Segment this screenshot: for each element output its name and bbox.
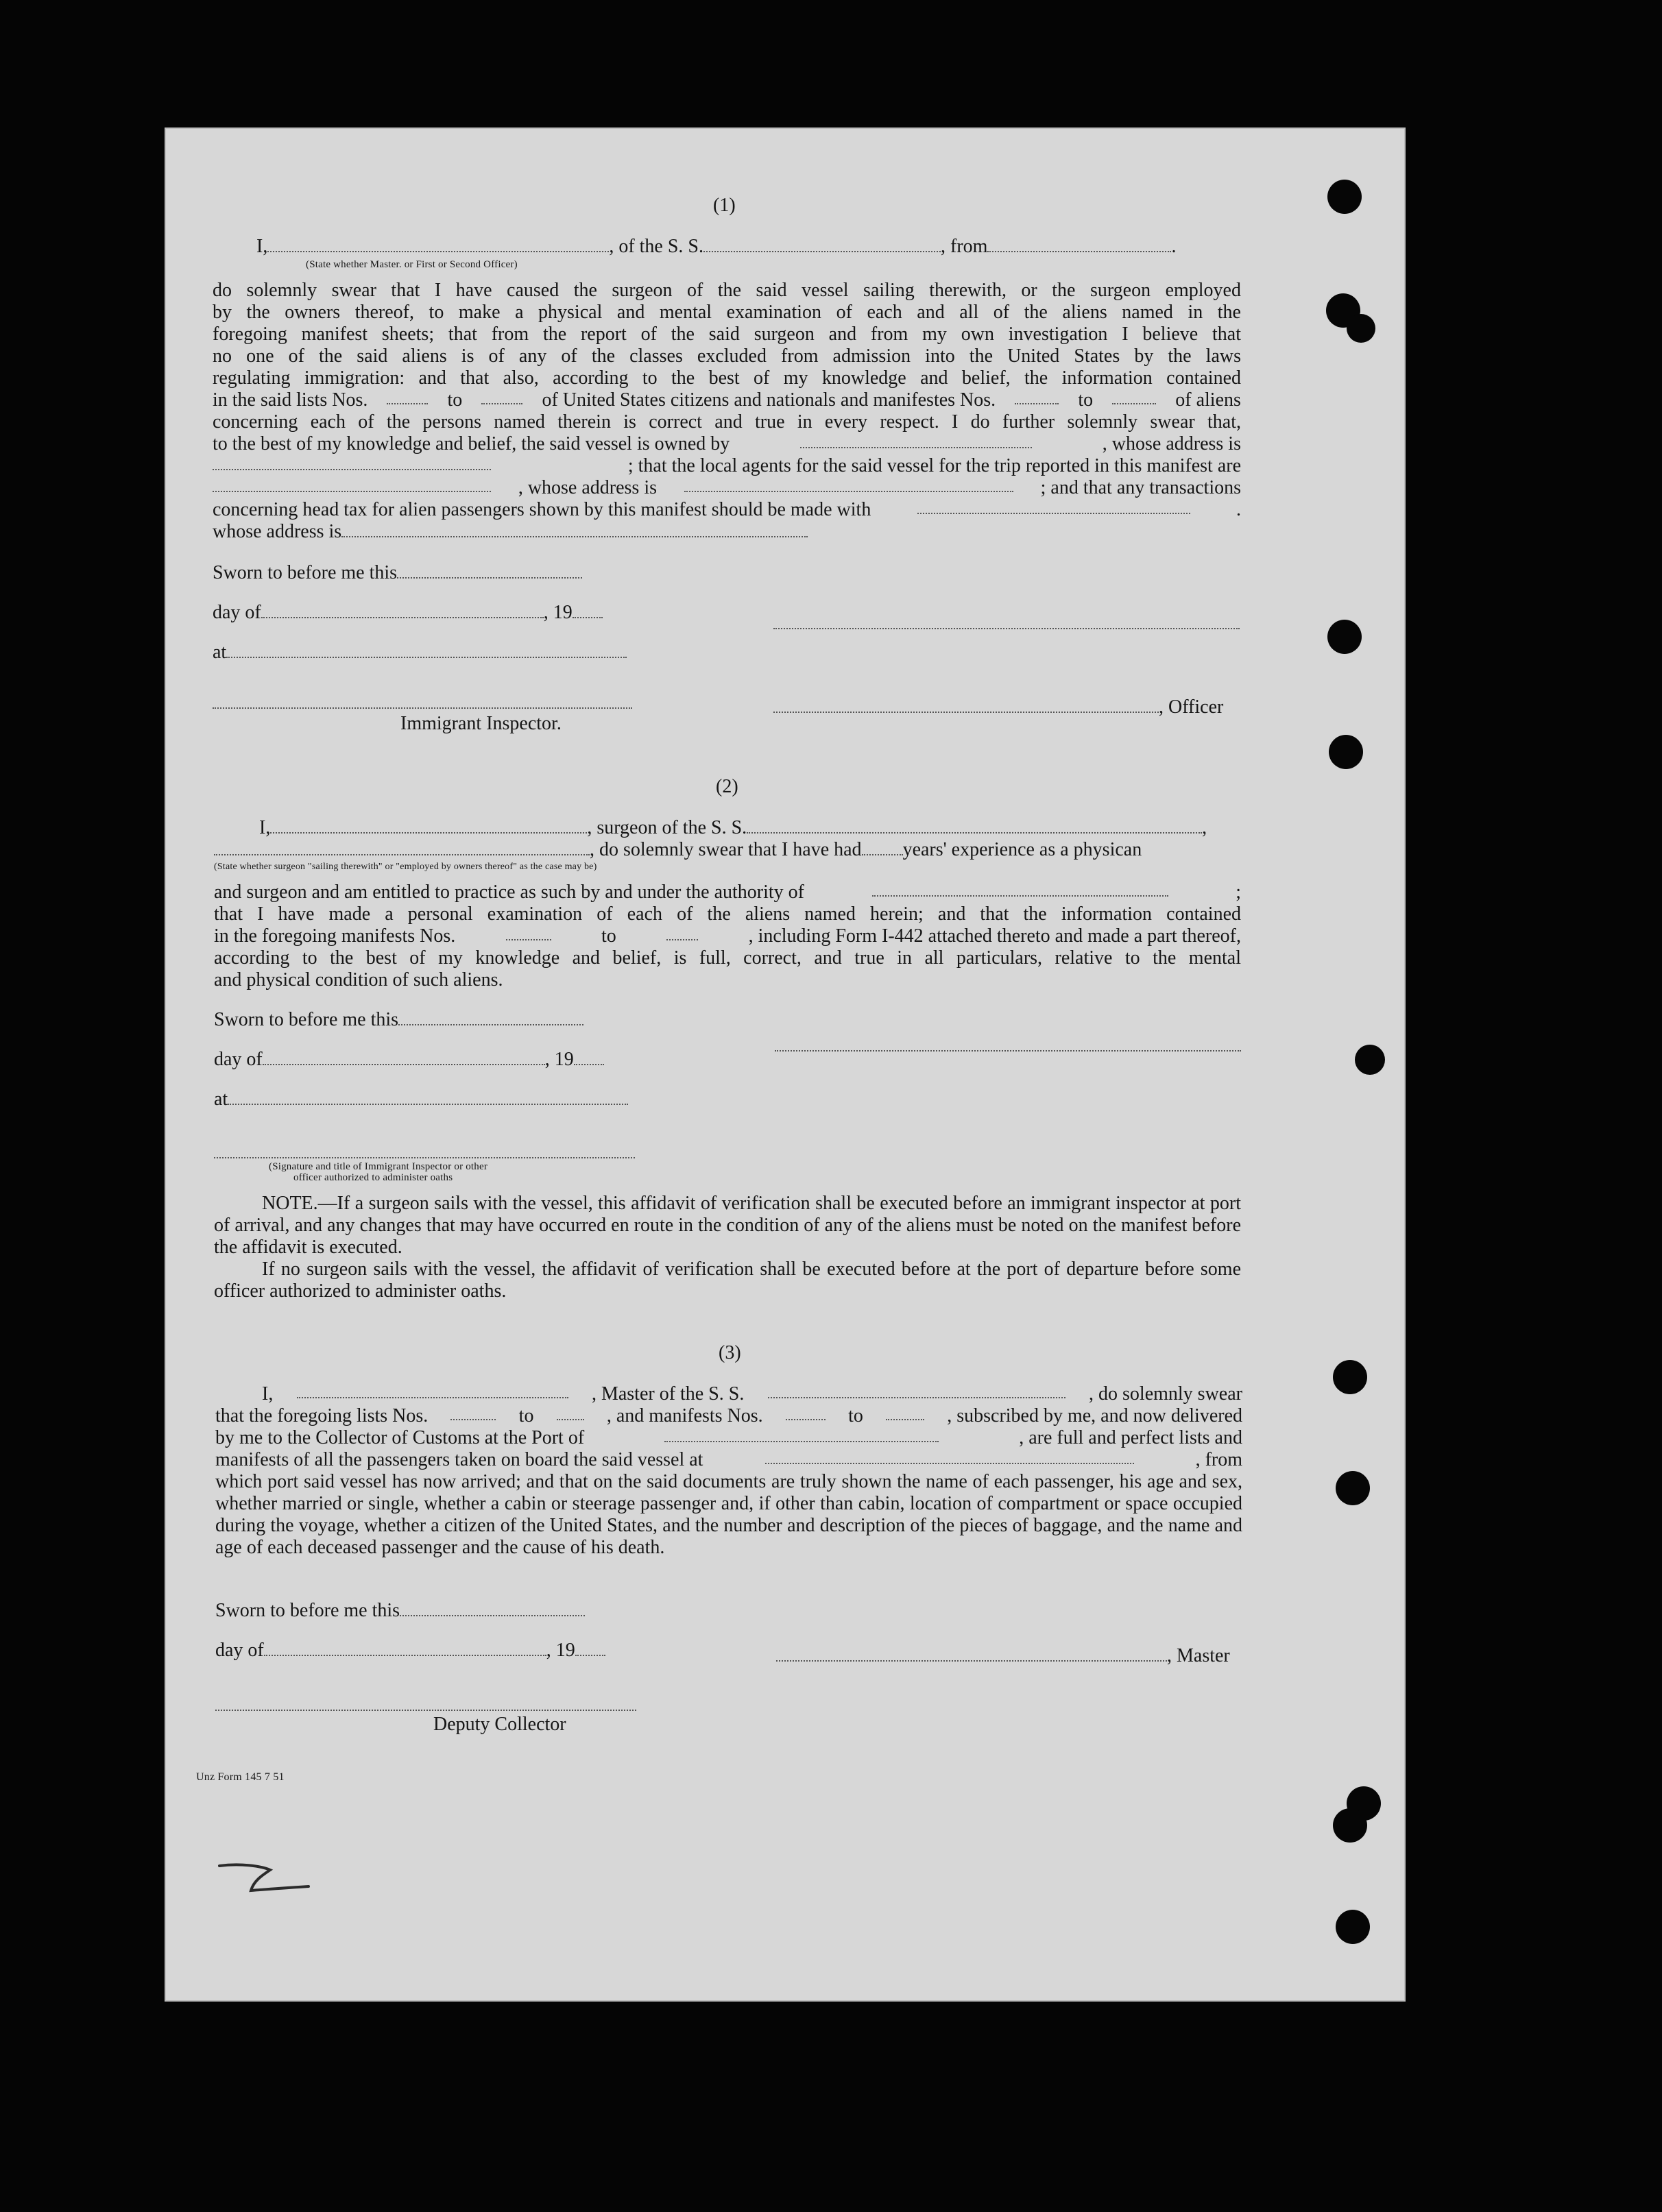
section-3-paragraph: which port said vessel has now arrived; and that on the said documents are truly shown the name of each passenger, his age and sex, whether married or single, whether a cabin or steerage passenger and, if other than cabin, location of compartment or space occupied during the voyage, whether a citizen of the United States, and the number and description of the pieces of baggage, and the name and age of each deceased passenger and the cause of his death. [215,1471,1242,1558]
list-from-blank [387,389,428,404]
text: , do solemnly swear [1089,1383,1242,1405]
authority-blank [872,882,1168,897]
manifest-from-blank [506,925,551,940]
at-line-1 [213,642,627,664]
board-line [215,1449,1242,1471]
text: Sworn to before me this [214,1009,399,1030]
surgeon-type-blank [214,840,590,855]
section-2-opening-line [259,817,1207,839]
owner-address-blank [213,455,491,470]
form-number: Unz Form 145 7 51 [196,1771,285,1783]
text: , whose address is [518,477,658,498]
year-blank [573,603,603,618]
text-line: do solemnly swear that I have caused the surgeon of the said vessel sailing therewith, or the surgeon employed [213,280,1241,301]
inspector-signature-line-2 [214,1157,635,1158]
text: Sworn to before me this [215,1600,400,1621]
month-blank [261,603,544,618]
month-blank [264,1641,546,1656]
year-blank [574,1050,604,1065]
ship-name-blank [768,1383,1065,1398]
text: , Officer [1159,696,1224,718]
text-line: no one of the said aliens is of any of the classes excluded from admission into the United States by the laws [213,345,1241,367]
text: of aliens [1175,389,1241,411]
manifest-from-blank [786,1405,826,1420]
surgeon-name-blank [270,818,587,834]
surgeon-note [214,1193,1241,1302]
punch-hole [1336,1471,1370,1505]
month-blank [263,1050,545,1065]
punch-hole [1333,1808,1367,1843]
inspector-label: Immigrant Inspector. [400,713,562,734]
from-port-blank [987,237,1171,252]
text: years' experience as a physican [902,839,1142,860]
lists-line-3 [215,1405,1242,1427]
officer-instruction-note: (State whether Master. or First or Second Officer) [306,259,518,270]
text: , from [1195,1449,1242,1470]
text: , of the S. S. [609,236,704,257]
officer-signature [773,696,1223,718]
punch-hole [1327,180,1362,214]
text: , surgeon of the S. S. [587,817,747,838]
text: manifests of all the passengers taken on board the said vessel at [215,1449,703,1470]
text-line: by the owners thereof, to make a physical and mental examination of each and all of the aliens named in the [213,302,1241,323]
text: I, [256,236,268,257]
text: at [213,642,227,663]
text: , 19 [544,1049,574,1070]
text: to [848,1405,863,1426]
manifest-to-blank [886,1405,924,1420]
master-name-blank [297,1383,568,1398]
agents-address-blank [684,477,1013,492]
text: by me to the Collector of Customs at the Port of [215,1427,585,1448]
section-3-body [215,1383,1242,1559]
text-line: concerning each of the persons named therein is correct and true in every respect. I do further solemnly swear that, [213,411,1241,433]
handwritten-mark [213,1852,322,1907]
text: at [214,1089,228,1110]
sworn-line-1 [213,562,582,584]
agents-line [213,455,1241,477]
text: to [447,389,463,411]
text: , Master [1167,1645,1230,1666]
text: I, [262,1383,274,1405]
manifest-to-blank [666,925,698,940]
text: to the best of my knowledge and belief, the said vessel is owned by [213,433,730,454]
text: , whose address is [1102,433,1241,454]
text: to [518,1405,534,1426]
sworn-date-blank [397,563,582,579]
text: day of [213,602,261,623]
sworn-date-blank [398,1010,583,1025]
day-of-line-3 [215,1640,605,1662]
text: in the said lists Nos. [213,389,368,411]
manifest-nos-line [214,925,1241,947]
section-1-number: (1) [713,195,736,216]
text: day of [214,1049,263,1070]
owned-line [213,433,1241,455]
punch-hole [1336,1910,1370,1944]
headtax-blank [917,499,1190,514]
text: , from [941,236,988,257]
collector-label: Deputy Collector [433,1714,566,1735]
master-line [215,1383,1242,1405]
punch-hole [1347,314,1375,343]
manifest-from-blank [1015,389,1059,404]
text: . [1171,236,1177,257]
inspector-signature-line [213,707,632,709]
text: and surgeon and am entitled to practice as such by and under the authority of [214,882,804,903]
agents-address-line [213,477,1241,499]
officer-signature-blank [773,698,1159,713]
year-blank [575,1641,605,1656]
port-blank [664,1427,939,1442]
text-line: that I have made a personal examination of each of the aliens named herein; and that the information contained [214,903,1241,925]
sworn-line-2 [214,1009,583,1031]
years-blank [862,840,903,855]
punch-hole [1329,735,1363,769]
punch-hole [1333,1360,1367,1394]
text: ; and that any transactions [1040,477,1241,498]
headtax-address-blank [341,522,808,537]
agents-blank [213,477,491,492]
signature-note-2: officer authorized to administer oaths [293,1172,453,1183]
place-blank [228,1090,628,1105]
text-line: according to the best of my knowledge and belief, is full, correct, and true in all particulars, relative to the mental [214,947,1241,969]
text: , [1202,817,1207,838]
collector-signature-line [215,1710,636,1711]
text: , are full and perfect lists and [1019,1427,1242,1448]
day-of-line-2 [214,1049,604,1071]
master-signature-blank [776,1646,1167,1662]
signature-note-1: (Signature and title of Immigrant Inspector or other [269,1161,488,1172]
text-line: and physical condition of such aliens. [214,969,503,990]
text: day of [215,1640,264,1661]
surgeon-instruction-note: (State whether surgeon "sailing therewith" or "employed by owners thereof" as the case may be) [214,862,597,872]
day-of-line-1 [213,602,603,624]
text: of United States citizens and nationals and manifestes Nos. [542,389,996,411]
section-2-number: (2) [716,776,738,797]
owner-blank [800,433,1032,448]
text: , 19 [546,1640,575,1661]
note-paragraph-2: If no surgeon sails with the vessel, the affidavit of verification shall be executed before at the port of departure before some officer authorized to administer oaths. [214,1259,1241,1302]
text: ; that the local agents for the said vessel for the trip reported in this manifest are [627,455,1241,476]
sworn-line-3 [215,1600,585,1622]
at-line-2 [214,1089,628,1110]
note-paragraph-1: NOTE.—If a surgeon sails with the vessel, this affidavit of verification shall be executed before an immigrant inspector at port of arrival, and any changes that may have occurred en route in the condition of any of the aliens must be noted on the manifest before the affidavit is executed. [214,1193,1241,1258]
text: ; [1236,882,1241,903]
text: , and manifests Nos. [606,1405,763,1426]
section-1-opening-line [256,236,1176,258]
text: to [1078,389,1094,411]
officer-signature-line-top [773,628,1240,629]
text-line: foregoing manifest sheets; that from the report of the said surgeon and from my own investigation I believe that [213,324,1241,345]
ship-name-blank [703,237,941,252]
text: to [601,925,616,947]
text: . [1236,499,1241,520]
text: concerning head tax for alien passengers shown by this manifest should be made with [213,499,871,520]
place-blank [226,643,627,658]
text: , 19 [543,602,573,623]
text: Sworn to before me this [213,562,398,583]
text: , Master of the S. S. [591,1383,745,1405]
text: , do solemnly swear that I have had [590,839,862,860]
text: , including Form I-442 attached thereto and made a part thereof, [748,925,1241,947]
master-signature [776,1645,1230,1667]
port-line [215,1427,1242,1449]
address-line [213,521,1241,543]
text: I, [259,817,271,838]
list-to-blank [481,389,522,404]
text: in the foregoing manifests Nos. [214,925,456,947]
list-from-blank [450,1405,496,1420]
text-line: regulating immigration: and that also, according to the best of my knowledge and belief, the information contained [213,367,1241,389]
manifest-to-blank [1112,389,1156,404]
departure-port-blank [765,1449,1134,1464]
punch-hole [1355,1045,1385,1075]
sworn-date-blank [400,1601,585,1616]
punch-hole [1327,620,1362,654]
list-to-blank [557,1405,584,1420]
officer-title-blank [267,237,609,252]
headtax-line [213,499,1241,521]
text: whose address is [213,521,342,542]
section-1-body [213,280,1241,543]
authority-line [214,882,1241,903]
ship-name-blank [747,818,1202,834]
text: that the foregoing lists Nos. [215,1405,429,1426]
section-2-second-line [214,839,1142,861]
lists-line [213,389,1241,411]
text: , subscribed by me, and now delivered [947,1405,1242,1426]
surgeon-signature-line [775,1050,1241,1052]
section-2-body [214,882,1241,991]
section-3-number: (3) [719,1342,741,1363]
